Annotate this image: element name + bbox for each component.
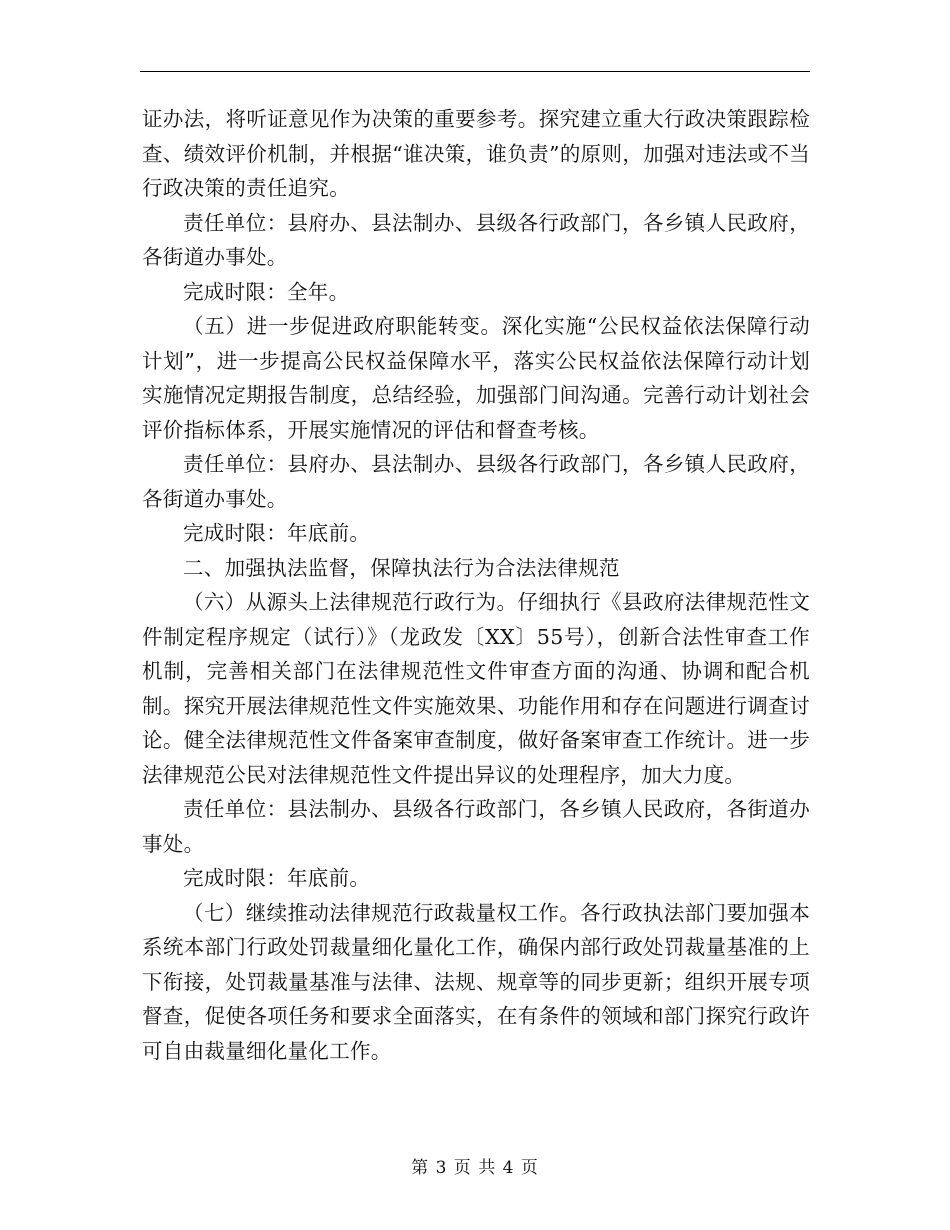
paragraph: （七）继续推动法律规范行政裁量权工作。各行政执法部门要加强本系统本部门行政处罚裁量细化量化工作，确保内部行政处罚裁量基准的上下衔接，处罚裁量基准与法律、法规、规章等的同步更新；组织开展专项督查，促使各项任务和要求全面落实，在有条件的领域和部门探究行政许可自由裁量细化量化工作。 [142,900,810,1063]
section-heading: 二、加强执法监督，保障执法行为合法法律规范 [183,555,620,580]
paragraph: （五）进一步促进政府职能转变。深化实施“公民权益依法保障行动计划”，进一步提高公民权益保障水平，落实公民权益依法保障行动计划实施情况定期报告制度，总结经验，加强部门间沟通。完善行动计划社会评价指标体系，开展实施情况的评估和督查考核。 [142,314,810,442]
paragraph: 责任单位：县法制办、县级各行政部门，各乡镇人民政府，各街道办事处。 [142,797,810,856]
paragraph: 完成时限：全年。 [183,279,350,304]
paragraph: （六）从源头上法律规范行政行为。仔细执行《县政府法律规范性文件制定程序规定（试行）》（龙政发〔XX〕55号），创新合法性审查工作机制，完善相关部门在法律规范性文件审查方面的沟通、协调和配合机制。探究开展法律规范性文件实施效果、功能作用和存在问题进行调查讨论。健全法律规范性文件备案审查制度，做好备案审查工作统计。进一步法律规范公民对法律规范性文件提出异议的处理程序，加大力度。 [142,590,810,787]
paragraph: 证办法，将听证意见作为决策的重要参考。探究建立重大行政决策跟踪检查、绩效评价机制，并根据“谁决策，谁负责”的原则，加强对违法或不当行政决策的责任追究。 [142,107,810,200]
page-number: 第 3 页 共 4 页 [411,1158,539,1178]
paragraph: 责任单位：县府办、县法制办、县级各行政部门，各乡镇人民政府，各街道办事处。 [142,210,810,269]
paragraph: 完成时限：年底前。 [183,866,371,890]
header-rule [140,71,810,72]
document-body [142,102,810,1068]
paragraph: 责任单位：县府办、县法制办、县级各行政部门，各乡镇人民政府，各街道办事处。 [142,452,810,511]
paragraph: 完成时限：年底前。 [183,521,371,545]
